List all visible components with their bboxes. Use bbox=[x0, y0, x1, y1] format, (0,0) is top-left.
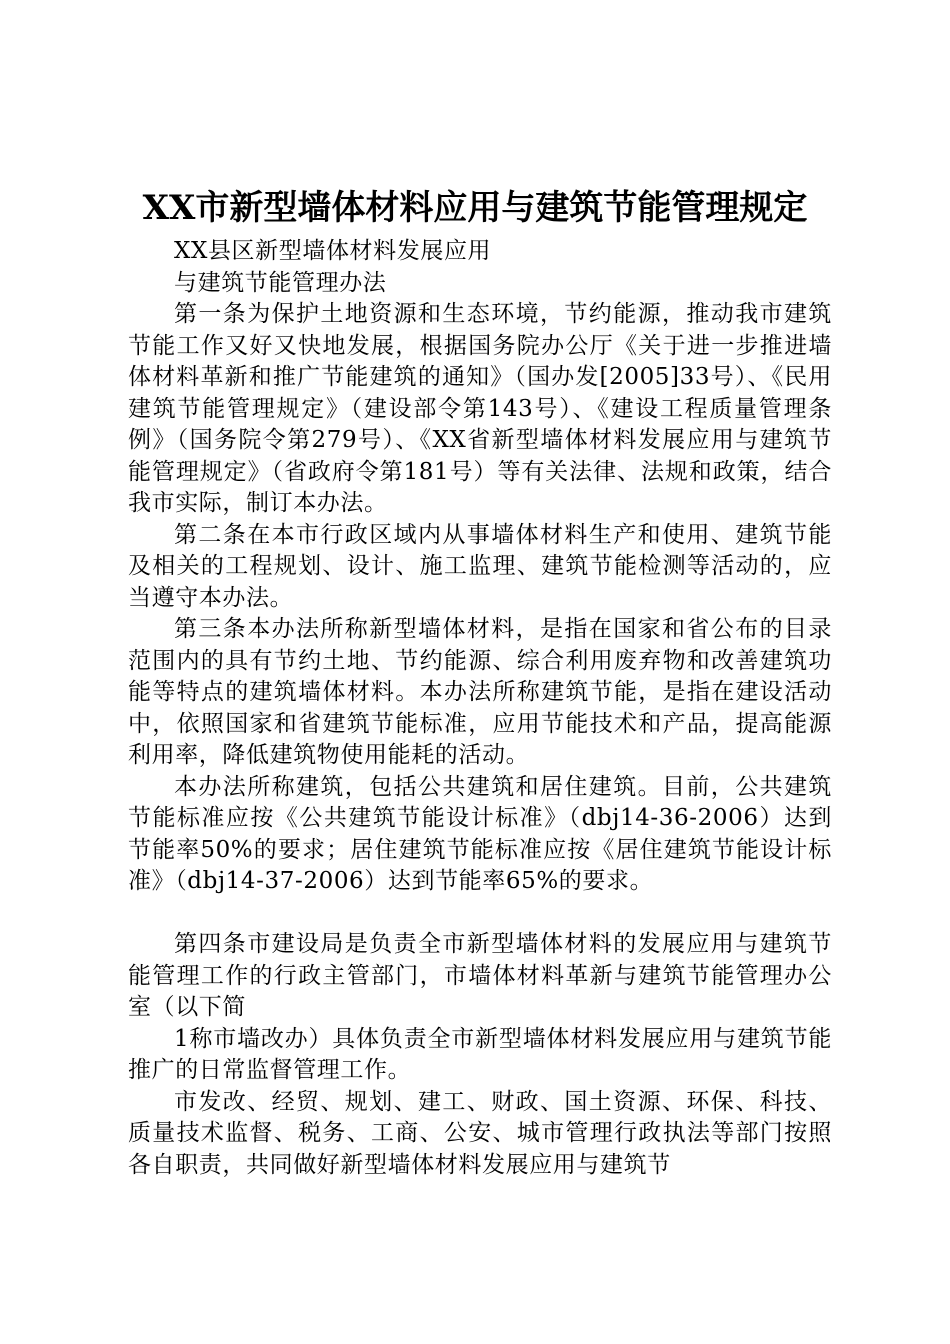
paragraph-subtitle-line-1: XX县区新型墙体材料发展应用 bbox=[174, 238, 492, 264]
paragraph-article-3: 第三条本办法所称新型墙体材料，是指在国家和省公布的目录范围内的具有节约土地、节约能源、综合利用废弃物和改善建筑功能等特点的建筑墙体材料。本办法所称建筑节能，是指在建设活动中，依照国家和省建筑节能标准，应用节能技术和产品，提高能源利用率，降低建筑物使用能耗的活动。 bbox=[128, 616, 832, 768]
paragraph-subtitle-line-2: 与建筑节能管理办法 bbox=[174, 269, 387, 296]
paragraph-article-1: 第一条为保护土地资源和生态环境，节约能源，推动我市建筑节能工作又好又快地发展，根据国务院办公厅《关于进一步推进墙体材料革新和推广节能建筑的通知》（国办发[2005]33号）、《民用建筑节能管理规定》（建设部令第143号）、《建设工程质量管理条例》（国务院令第279号）、《XX省新型墙体材料发展应用与建筑节能管理规定》（省政府令第181号）等有关法律、法规和政策，结合我市实际，制订本办法。 bbox=[128, 301, 832, 516]
paragraph-departments: 市发改、经贸、规划、建工、财政、国土资源、环保、科技、质量技术监督、税务、工商、公安、城市管理行政执法等部门按照各自职责，共同做好新型墙体材料发展应用与建筑节 bbox=[128, 1088, 832, 1178]
paragraph-article-2: 第二条在本市行政区域内从事墙体材料生产和使用、建筑节能及相关的工程规划、设计、施工监理、建筑节能检测等活动的，应当遵守本办法。 bbox=[128, 521, 832, 611]
paragraph-article-4: 第四条市建设局是负责全市新型墙体材料的发展应用与建筑节能管理工作的行政主管部门，市墙体材料革新与建筑节能管理办公室（以下简 bbox=[128, 931, 832, 1020]
paragraph-building-definition: 本办法所称建筑，包括公共建筑和居住建筑。目前，公共建筑节能标准应按《公共建筑节能设计标准》（dbj14-36-2006）达到节能率50%的要求；居住建筑节能标准应按《居住建筑节能设计标准》（dbj14-37-2006）达到节能率65%的要求。 bbox=[128, 773, 832, 894]
document-title: XX市新型墙体材料应用与建筑节能管理规定 bbox=[142, 188, 808, 228]
paragraph-article-4-continued: 1称市墙改办）具体负责全市新型墙体材料发展应用与建筑节能推广的日常监督管理工作。 bbox=[128, 1025, 832, 1083]
document-body bbox=[128, 236, 832, 1181]
